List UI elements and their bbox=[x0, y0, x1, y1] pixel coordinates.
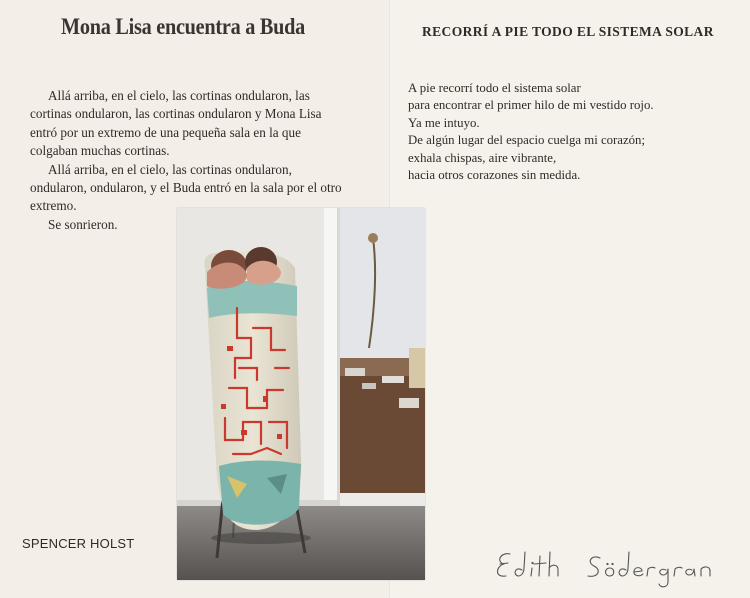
left-poem-title: Mona Lisa encuentra a Buda bbox=[61, 14, 305, 39]
right-poem-line-6: hacia otros corazones sin medida. bbox=[408, 168, 581, 183]
left-poem-paragraph-1: Allá arriba, en el cielo, las cortinas ondularon, las cortinas ondularon, las cortinas ondularon y Mona Lisa entró por un extremo de una pequeña sala en la que colgaban muchas cortinas. bbox=[30, 88, 322, 159]
right-poem-line-2: para encontrar el primer hilo de mi vestido rojo. bbox=[408, 98, 654, 113]
artwork-photo bbox=[177, 208, 425, 580]
right-poem-line-1: A pie recorrí todo el sistema solar bbox=[408, 81, 581, 95]
left-poem-paragraph-3: Se sonrieron. bbox=[48, 216, 118, 232]
artwork-photo-drawing bbox=[177, 208, 425, 580]
right-poem-title: RECORRÍ A PIE TODO EL SISTEMA SOLAR bbox=[422, 24, 714, 39]
left-author: SPENCER HOLST bbox=[22, 536, 135, 551]
signature-edith-sodergran bbox=[492, 540, 744, 590]
right-poem-line-3: Ya me intuyo. bbox=[408, 115, 480, 130]
right-poem-body bbox=[408, 80, 728, 184]
left-poem-paragraph-2: Allá arriba, en el cielo, las cortinas ondularon, ondularon, ondularon, y el Buda entró en la sala por el otro extremo. bbox=[30, 161, 342, 214]
right-poem-line-5: exhala chispas, aire vibrante, bbox=[408, 150, 557, 165]
right-poem-line-4: De algún lugar del espacio cuelga mi corazón; bbox=[408, 133, 645, 148]
